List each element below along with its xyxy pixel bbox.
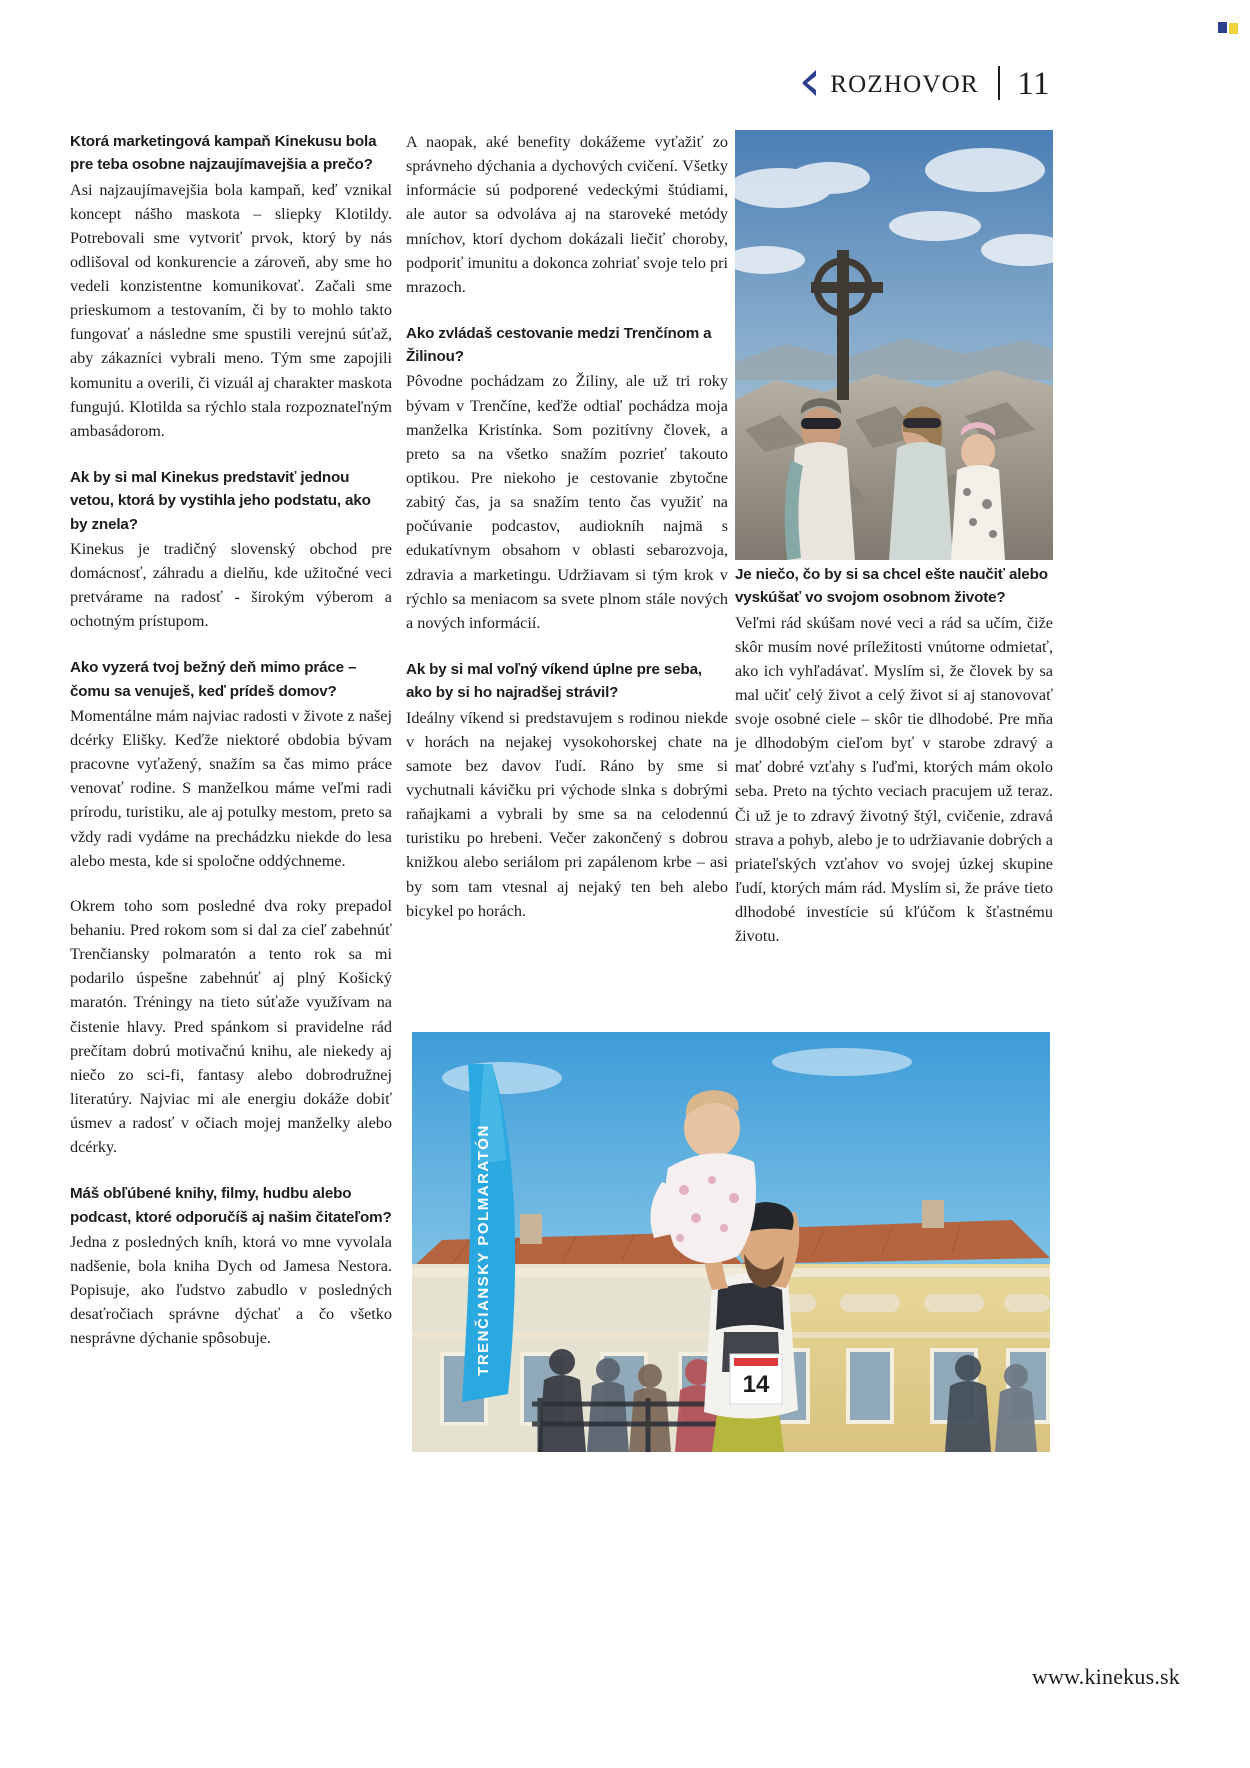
page-header	[800, 62, 1050, 104]
answer-paragraph: Jedna z posledných kníh, ktorá vo mne vyvolala nadšenie, bola kniha Dych od Jamesa Nestora. Popisuje, ako ľudstvo zabudlo v posledných desaťročiach správne dýchať a čo všetko nesprávne dýchanie spôsobuje.	[70, 1232, 392, 1348]
question-heading: Je niečo, čo by si sa chcel ešte naučiť alebo vyskúšať vo svojom osobnom živote?	[735, 566, 1048, 607]
page-section-title: ROZHOVOR	[830, 70, 979, 98]
svg-text:TRENČIANSKY POLMARATÓN: TRENČIANSKY POLMARATÓN	[475, 1124, 492, 1376]
answer-paragraph: Kinekus je tradičný slovenský obchod pre domácnosť, záhradu a dielňu, kde užitočné veci pretvárame na radosť - širokým výberom a ochotným prístupom.	[70, 539, 392, 631]
answer-paragraph: Ideálny víkend si predstavujem s rodinou niekde v horách na nejakej vysokohorskej chate na samote bez davov ľudí. Ráno by sme si vychutnali kávičku pri východe slnka s dobrými raňajkami a vybrali by sme sa na celodennú turistiku po hrebeni. Večer zakončený s dobrou knižkou alebo seriálom pri zapálenom krbe – asi by som tam vtesnal aj nejaký ten beh alebo bicykel po horách.	[406, 708, 728, 920]
text-column-1	[70, 130, 392, 1351]
header-separator	[998, 66, 1001, 100]
photo-runner-with-child	[412, 1032, 1050, 1452]
answer-paragraph: Pôvodne pochádzam zo Žiliny, ale už tri roky bývam v Trenčíne, keďže odtiaľ pochádza moja manželka Kristínka. Som pozitívny človek, a preto sa na všetko snažím pozrieť takouto optikou. Pre niekoho je cestovanie zbytočne zabitý čas, ja sa snažím tento čas využiť na počúvanie podcastov, audiokníh najmä s edukatívnym obsahom v oblasti sebarozvoja, zdravia a marketingu. Udržiavam si tým krok v rýchlo sa meniacom sa svete plnom stále nových a nových informácií.	[406, 372, 728, 632]
answer-paragraph: A naopak, aké benefity dokážeme vyťažiť zo správneho dýchania a dychových cvičení. Všetky informácie sú podporené vedeckými štúdiami, ale autor sa odvoláva aj na staroveké metódy mníchov, ktorí dychom dokázali liečiť choroby, podporiť imunitu a dokonca zohriať svoje telo pri mrazoch.	[406, 133, 728, 296]
page-number: 11	[1017, 65, 1050, 102]
svg-text:14: 14	[742, 1371, 770, 1398]
text-column-2	[406, 130, 728, 923]
corner-mark-blue	[1218, 22, 1227, 33]
question-heading: Ktorá marketingová kampaň Kinekusu bola pre teba osobne najzaujímavejšia a prečo?	[70, 133, 377, 174]
question-heading: Ak by si mal Kinekus predstaviť jednou vetou, ktorá by vystihla jeho podstatu, ako by znela?	[70, 469, 371, 533]
text-column-3	[735, 563, 1053, 948]
chevron-left-icon	[800, 70, 817, 96]
footer-website[interactable]: www.kinekus.sk	[1031, 1664, 1180, 1689]
answer-paragraph: Okrem toho som posledné dva roky prepadol behaniu. Pred rokom som si dal za cieľ zabehnúť Trenčiansky polmaratón a tento rok sa mi podarilo úspešne zabehnúť aj plný Košický maratón. Tréningy na tieto súťaže využívam na čistenie hlavy. Pred spánkom si pravidelne rád prečítam dobrú motivačnú knihu, ale niekedy aj niečo zo sci-fi, fantasy alebo dobrodružnej literatúry. Najviac mi ale energiu dokáže dobiť úsmev a radosť v očiach mojej manželky alebo dcérky.	[70, 896, 392, 1157]
photo-family-mountain-cross	[735, 130, 1053, 560]
answer-paragraph: Asi najzaujímavejšia bola kampaň, keď vznikal koncept nášho maskota – sliepky Klotildy. Potrebovali sme vytvoriť prvok, ktorý by nás odlišoval od konkurencie a zároveň, aby sme ho vedeli konzistentne komunikovať. Začali sme prieskumom a testovaním, či by to mohlo takto fungovať a následne sme spustili verejnú súťaž, aby zákazníci vybrali meno. Tým sme zapojili komunitu a overili, či vizuál aj charakter maskota fungujú. Klotilda sa rýchlo stala rozpoznateľným ambasádorom.	[70, 180, 392, 440]
corner-mark-yellow	[1229, 23, 1238, 34]
question-heading: Ako zvládaš cestovanie medzi Trenčínom a Žilinou?	[406, 324, 712, 366]
answer-paragraph: Veľmi rád skúšam nové veci a rád sa učím, čiže skôr musím nové príležitosti vnútorne odmietať, ako ich vyhľadávať. Myslím si, že človek by sa mal učiť celý život a celý život si aj stanovovať svoje osobné ciele – skôr tie dlhodobé. Pre mňa je dlhodobým cieľom byť v starobe zdravý a mať dobré vzťahy s ľuďmi, ktorých mám okolo seba. Preto na týchto veciach pracujem už teraz. Či už je to zdravý životný štýl, cvičenie, zdravá strava a pohyb, alebo je to udržiavanie dobrých a priateľských vzťahov vo svojej úzkej skupine ľudí, ktorých mám rád. Myslím si, že práve tieto dlhodobé investície sú kľúčom k šťastnému životu.	[735, 613, 1053, 946]
answer-paragraph: Momentálne mám najviac radosti v živote z našej dcérky Elišky. Keďže niektoré obdobia bývam pracovne vyťažený, snažím sa čas mimo práce venovať rodine. S manželkou máme veľmi radi prírodu, turistiku, ale aj potulky mestom, preto sa vždy radi vydáme na prechádzku niekde do lesa alebo mesta, kde si spoločne oddýchneme.	[70, 706, 392, 870]
question-heading: Máš obľúbené knihy, filmy, hudbu alebo podcast, ktoré odporučíš aj našim čitateľom?	[70, 1185, 392, 1226]
corner-registration-mark	[1218, 22, 1240, 34]
question-heading: Ak by si mal voľný víkend úplne pre seba, ako by si ho najradšej strávil?	[406, 661, 702, 702]
question-heading: Ako vyzerá tvoj bežný deň mimo práce – čomu sa venuješ, keď prídeš domov?	[70, 659, 357, 700]
